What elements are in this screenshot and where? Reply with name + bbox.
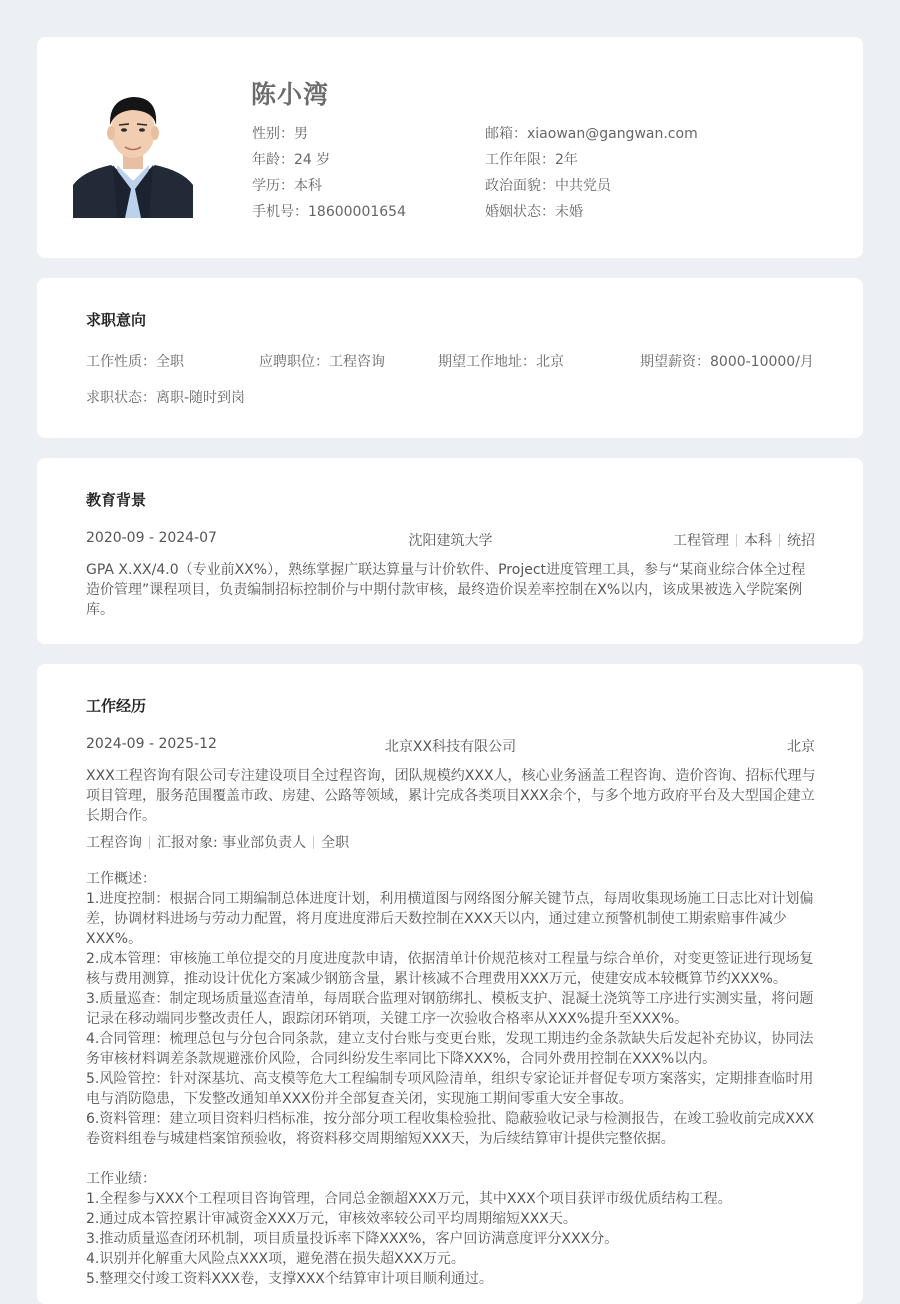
achievements-label: 工作业绩： (86, 1171, 156, 1187)
field-value: 8000-10000/月 (710, 354, 814, 370)
achievement-item: 4.识别并化解重大风险点XXX项，避免潜在损失超XXX万元。 (86, 1251, 465, 1267)
field-label: 政治面貌： (485, 178, 555, 194)
work-city: 北京 (787, 739, 815, 755)
work-tags (86, 833, 816, 853)
section-title: 工作经历 (86, 697, 147, 715)
field-label: 性别： (252, 126, 294, 142)
overview-item: 3.质量巡查：制定现场质量巡查清单，每周联合监理对钢筋绑扎、模板支护、混凝土浇筑等工序进行实测实量，将问题记录在移动端同步整改责任人，跟踪闭环销项，关键工序一次验收合格率从XXX%提升至XXX%。 (86, 991, 814, 1027)
spacer (86, 1149, 816, 1169)
field-label: 期望工作地址： (438, 354, 536, 370)
work-experience-card (37, 664, 863, 1304)
field-value: 未婚 (555, 204, 583, 220)
industry-tag: 工程咨询 (86, 835, 142, 851)
work-details (86, 869, 816, 1289)
company-name: 北京XX科技有限公司 (384, 739, 517, 755)
job-type-item (86, 351, 184, 371)
section-title: 教育背景 (86, 491, 147, 509)
field-label: 年龄： (252, 152, 294, 168)
field-label: 期望薪资： (640, 354, 710, 370)
gender-row (252, 121, 406, 147)
achievement-item: 2.通过成本管控累计审减资金XXX万元，审核效率较公司平均周期缩短XXX天。 (86, 1211, 577, 1227)
overview-label: 工作概述： (86, 871, 156, 887)
divider (149, 836, 150, 849)
major-tag: 工程管理 (673, 533, 729, 549)
field-value: 24 岁 (294, 152, 331, 168)
education-tags (673, 530, 815, 550)
candidate-name: 陈小湾 (251, 80, 330, 109)
marital-status-row (485, 199, 698, 225)
report-to-tag: 汇报对象: 事业部负责人 (157, 835, 307, 851)
section-title: 求职意向 (86, 311, 147, 329)
work-period: 2024-09 - 2025-12 (86, 736, 217, 752)
political-status-row (485, 173, 698, 199)
work-years-row (485, 147, 698, 173)
field-value: 工程咨询 (329, 354, 385, 370)
profile-card (37, 37, 863, 258)
field-label: 邮箱： (485, 126, 527, 142)
field-value: 离职-随时到岗 (156, 390, 246, 406)
overview-item: 6.资料管理：建立项目资料归档标准，按分部分项工程收集检验批、隐蔽验收记录与检测报告，在竣工验收前完成XXX卷资料组卷与城建档案馆预验收，将资料移交周期缩短XXX天，为后续结算审计提供完整依据。 (86, 1111, 815, 1147)
avatar (73, 85, 193, 218)
field-label: 手机号： (252, 204, 308, 220)
phone-row (252, 199, 406, 225)
degree-tag: 本科 (744, 533, 772, 549)
field-value: 北京 (536, 354, 564, 370)
company-intro: XXX工程咨询有限公司专注建设项目全过程咨询，团队规模约XXX人，核心业务涵盖工程咨询、造价咨询、招标代理与项目管理，服务范围覆盖市政、房建、公路等领域，累计完成各类项目XXX余个，与多个地方政府平台及大型国企建立长期合作。 (86, 768, 816, 824)
profile-info-right (485, 121, 698, 225)
age-row (252, 147, 406, 173)
field-value: 2年 (555, 152, 578, 168)
location-item (438, 351, 564, 371)
job-status-item (86, 387, 245, 407)
job-intent-card (37, 278, 863, 438)
position-item (259, 351, 385, 371)
email-row (485, 121, 698, 147)
education-card (37, 458, 863, 644)
field-label: 学历： (252, 178, 294, 194)
field-label: 求职状态： (86, 390, 156, 406)
field-label: 工作性质： (86, 354, 156, 370)
achievement-item: 5.整理交付竣工资料XXX卷，支撑XXX个结算审计项目顺利通过。 (86, 1271, 493, 1287)
divider (779, 534, 780, 547)
field-value: 18600001654 (308, 204, 406, 220)
education-period: 2020-09 - 2024-07 (86, 530, 217, 546)
overview-item: 4.合同管理：梳理总包与分包合同条款，建立支付台账与变更台账，发现工期违约金条款缺失后发起补充协议，协同法务审核材料调差条款规避涨价风险，合同纠纷发生率同比下降XXX%，合同外费用控制在XXX%以内。 (86, 1031, 814, 1067)
salary-item (640, 351, 814, 371)
overview-item: 1.进度控制：根据合同工期编制总体进度计划，利用横道图与网络图分解关键节点，每周收集现场施工日志比对计划偏差，协调材料进场与劳动力配置，将月度进度滞后天数控制在XXX天以内，通过建立预警机制使工期索赔事件减少XXX%。 (86, 891, 814, 947)
field-value: 全职 (156, 354, 184, 370)
education-description: GPA X.XX/4.0（专业前XX%），熟练掌握广联达算量与计价软件、Project进度管理工具，参与“某商业综合体全过程造价管理”课程项目，负责编制招标控制价与中期付款审核，最终造价误差率控制在X%以内，该成果被选入学院案例库。 (86, 562, 806, 618)
education-header-row (86, 530, 815, 550)
divider (736, 534, 737, 547)
work-header-row (86, 736, 815, 756)
profile-info-left (252, 121, 406, 225)
field-label: 应聘职位： (259, 354, 329, 370)
avatar-portrait-icon (73, 85, 193, 218)
field-value: 男 (294, 126, 308, 142)
field-label: 工作年限： (485, 152, 555, 168)
enrollment-tag: 统招 (787, 533, 815, 549)
achievement-item: 3.推动质量巡查闭环机制，项目质量投诉率下降XXX%，客户回访满意度评分XXX分。 (86, 1231, 619, 1247)
employment-type-tag: 全职 (321, 835, 350, 851)
field-value: xiaowan@gangwan.com (527, 126, 698, 142)
divider (313, 836, 314, 849)
overview-item: 2.成本管理：审核施工单位提交的月度进度款申请，依据清单计价规范核对工程量与综合单价，对变更签证进行现场复核与费用测算，推动设计优化方案减少钢筋含量，累计核减不合理费用XXX万元，使建安成本较概算节约XXX%。 (86, 951, 814, 987)
education-level-row (252, 173, 406, 199)
field-value: 中共党员 (555, 178, 611, 194)
achievement-item: 1.全程参与XXX个工程项目咨询管理，合同总金额超XXX万元，其中XXX个项目获评市级优质结构工程。 (86, 1191, 732, 1207)
field-value: 本科 (294, 178, 322, 194)
overview-item: 5.风险管控：针对深基坑、高支模等危大工程编制专项风险清单，组织专家论证并督促专项方案落实，定期排查临时用电与消防隐患，下发整改通知单XXX份并全部复查关闭，实现施工期间零重大安全事故。 (86, 1071, 814, 1107)
school-name: 沈阳建筑大学 (408, 533, 493, 549)
field-label: 婚姻状态： (485, 204, 555, 220)
